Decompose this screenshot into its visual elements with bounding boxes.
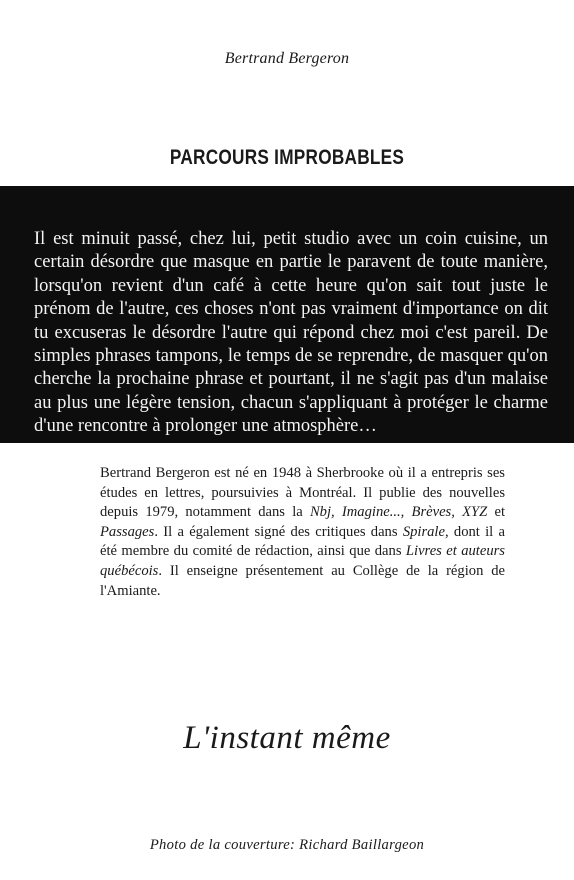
bio-journal-passages: Passages (100, 523, 155, 540)
bio-text: . Il enseigne présentement au Collège de la région de l'Amiante. (100, 562, 505, 599)
photo-credit: Photo de la couverture: Richard Baillargeon (149, 837, 425, 853)
author-name: Bertrand Bergeron (224, 50, 350, 67)
bio-journal-livres: Livres et auteurs québécois (100, 543, 505, 579)
excerpt-text: Il est minuit passé, chez lui, petit studio avec un coin cuisine, un certain désordre que masque en partie le paravent de toute manière, lorsqu'on revient d'un café à cette heure qu'on sait tout juste le prénom de l'autre, ces choses n'ont pas vraiment d'importance on dit tu excuseras le désordre l'autre qui répond chez moi c'est pareil. De simples phrases tampons, le temps de se reprendre, de masquer qu'on cherche la prochaine phrase et pourtant, il ne s'agit pas d'un malaise au plus une légère tension, chacun s'appliquant à protéger le charme d'une rencontre à prolonger une atmosphère… (34, 229, 548, 437)
publisher-logo: L'instant même (183, 720, 391, 756)
excerpt-band (0, 186, 574, 443)
bio-journals: Nbj, Imagine..., Brèves, XYZ (309, 504, 488, 521)
author-bio (100, 464, 505, 601)
bio-text: Bertrand Bergeron est né en 1948 à Sherbrooke où il a entrepris ses études en lettres, poursuivies à Montréal. Il publie des nouvelles depuis 1979, notamment dans la (100, 465, 505, 521)
book-title: PARCOURS IMPROBABLES (169, 146, 405, 169)
bio-journal-spirale: Spirale (402, 523, 445, 540)
bio-text: et (487, 504, 505, 521)
bio-text: , dont il a été membre du comité de rédaction, ainsi que dans (100, 523, 505, 560)
bio-text: . Il a également signé des critiques dans (154, 523, 403, 540)
